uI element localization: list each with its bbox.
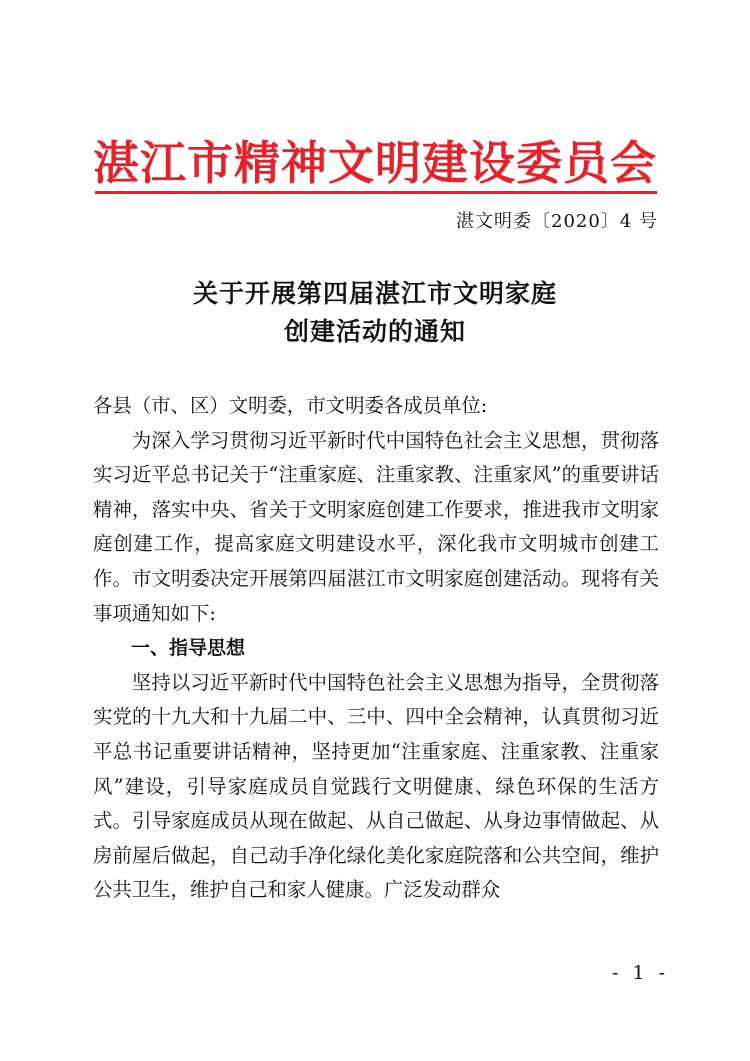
issuing-organization-header: 湛江市精神文明建设委员会 xyxy=(93,136,657,190)
intro-paragraph: 为深入学习贯彻习近平新时代中国特色社会主义思想，贯彻落实习近平总书记关于“注重家庭、注重家教、注重家风”的重要讲话精神，落实中央、省关于文明家庭创建工作要求，推进我市文明家庭创建工作，提高家庭文明建设水平，深化我市文明城市创建工作。市文明委决定开展第四届湛江市文明家庭创建活动。现将有关事项通知如下: xyxy=(93,428,659,625)
section-heading-guiding-ideology: 一、指导思想 xyxy=(131,637,246,660)
salutation: 各县（市、区）文明委，市文明委各成员单位: xyxy=(93,394,488,417)
notice-title-line-2: 创建活动的通知 xyxy=(283,317,466,346)
page-number: - 1 - xyxy=(612,962,670,984)
red-header-rule xyxy=(95,191,657,194)
notice-body xyxy=(93,389,659,908)
notice-title xyxy=(0,275,750,351)
notice-title-line-1: 关于开展第四届湛江市文明家庭 xyxy=(192,279,557,308)
guiding-ideology-paragraph: 坚持以习近平新时代中国特色社会主义思想为指导，全贯彻落实党的十九大和十九届二中、三中、四中全会精神，认真贯彻习近平总书记重要讲话精神，坚持更加“注重家庭、注重家教、注重家风”建设，引导家庭成员自觉践行文明健康、绿色环保的生活方式。引导家庭成员从现在做起、从自己做起、从身边事情做起、从房前屋后做起，自己动手净化绿化美化家庭院落和公共空间，维护公共卫生，维护自己和家人健康。广泛发动群众 xyxy=(93,670,659,902)
document-number: 湛文明委〔2020〕4 号 xyxy=(456,211,658,232)
